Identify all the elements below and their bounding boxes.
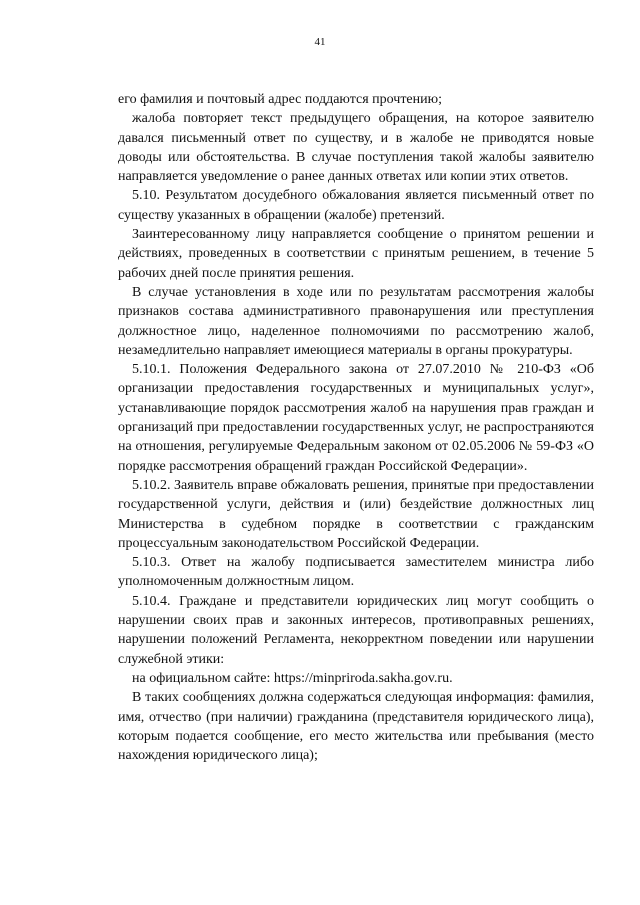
paragraph-5-10-2: 5.10.2. Заявитель вправе обжаловать решения, принятые при предоставлении государственной услуги, действия и (или) бездействие должностных лиц Министерства в судебном порядке в соответствии с гражданским процессуальным законодательством Российской Федерации. [118, 477, 594, 551]
paragraph-prosecution: В случае установления в ходе или по результатам рассмотрения жалобы признаков состава административного правонарушения или преступления должностное лицо, наделенное полномочиями по рассмотрению жалоб, незамедлительно направляет имеющиеся материалы в органы прокуратуры. [118, 284, 594, 358]
paragraph-5-10-4: 5.10.4. Граждане и представители юридических лиц могут сообщить о нарушении своих прав и законных интересов, противоправных решениях, нарушении положений Регламента, некорректном поведении или нарушении служебной этики: [118, 593, 594, 667]
paragraph-website: на официальном сайте: https://minpriroda.sakha.gov.ru. [132, 670, 453, 686]
paragraph-5-10-3: 5.10.3. Ответ на жалобу подписывается заместителем министра либо уполномоченным должностным лицом. [118, 555, 594, 590]
paragraph-notification: Заинтересованному лицу направляется сообщение о принятом решении и действиях, проведенных в соответствии с принятым решением, в течение 5 рабочих дней после принятия решения. [118, 227, 594, 281]
paragraph-required-info: В таких сообщениях должна содержаться следующая информация: фамилия, имя, отчество (при наличии) гражданина (представителя юридического лица), которым подается сообщение, его место жительства или пребывания (место нахождения юридического лица); [118, 690, 594, 764]
paragraph-continuation: его фамилия и почтовый адрес поддаются прочтению; [118, 92, 442, 107]
document-body [118, 90, 594, 765]
paragraph-5-10-1: 5.10.1. Положения Федерального закона от 27.07.2010 № 210-ФЗ «Об организации предоставления государственных и муниципальных услуг», устанавливающие порядок рассмотрения жалоб на нарушения прав граждан и организаций при предоставлении государственных услуг, не распространяются на отношения, регулируемые Федеральным законом от 02.05.2006 № 59-ФЗ «О порядке рассмотрения обращений граждан Российской Федерации». [118, 362, 594, 474]
paragraph-repeated-complaint: жалоба повторяет текст предыдущего обращения, на которое заявителю давался письменный ответ по существу, и в жалобе не приводятся новые доводы или обстоятельства. В случае поступления такой жалобы заявителю направляется уведомление о ранее данных ответах или копии этих ответов. [118, 111, 594, 185]
paragraph-5-10: 5.10. Результатом досудебного обжалования является письменный ответ по существу указанных в обращении (жалобе) претензий. [118, 188, 594, 223]
page-number: 41 [314, 36, 326, 48]
